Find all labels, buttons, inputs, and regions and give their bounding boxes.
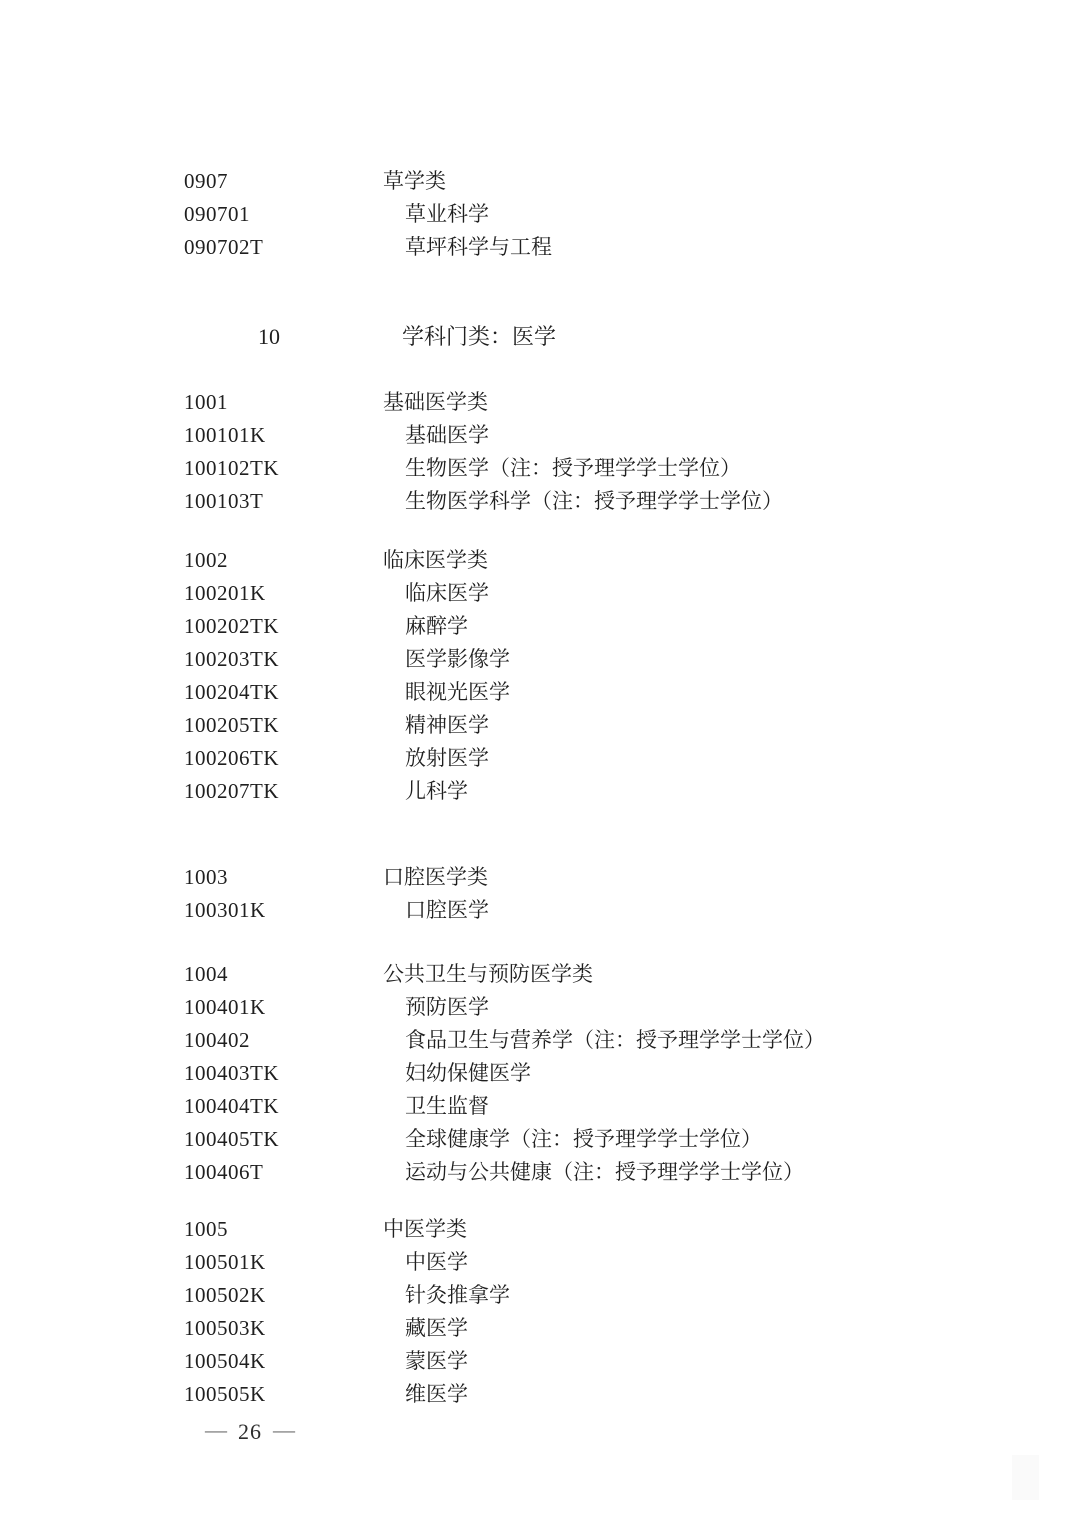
category-name: 临床医学类 — [383, 548, 488, 572]
major-code: 100503K — [184, 1316, 266, 1340]
category-name: 中医学类 — [383, 1217, 467, 1241]
section-public-health — [0, 958, 1080, 1189]
major-row — [0, 198, 1080, 231]
section-grass-science — [0, 165, 1080, 264]
major-row — [0, 1279, 1080, 1312]
category-code: 1003 — [184, 865, 228, 889]
major-name: 放射医学 — [405, 746, 489, 770]
category-name: 草学类 — [383, 169, 446, 193]
major-code: 100406T — [184, 1160, 264, 1184]
major-code: 100204TK — [184, 680, 279, 704]
category-code: 1004 — [184, 962, 228, 986]
major-row — [0, 419, 1080, 452]
major-name: 维医学 — [405, 1382, 468, 1406]
major-name: 基础医学 — [405, 423, 489, 447]
major-name: 全球健康学（注：授予理学学士学位） — [405, 1127, 762, 1151]
major-code: 100207TK — [184, 779, 279, 803]
category-code: 1005 — [184, 1217, 228, 1241]
chapter-title: 学科门类：医学 — [402, 324, 557, 349]
major-name: 妇幼保健医学 — [405, 1061, 531, 1085]
major-row — [0, 991, 1080, 1024]
major-code: 100504K — [184, 1349, 266, 1373]
major-code: 100501K — [184, 1250, 266, 1274]
category-code: 1002 — [184, 548, 228, 572]
major-name: 蒙医学 — [405, 1349, 468, 1373]
category-code: 1001 — [184, 390, 228, 414]
major-code: 100201K — [184, 581, 266, 605]
major-code: 100101K — [184, 423, 266, 447]
major-row — [0, 485, 1080, 518]
major-code: 100403TK — [184, 1061, 279, 1085]
major-row — [0, 894, 1080, 927]
major-row — [0, 1378, 1080, 1411]
major-name: 预防医学 — [405, 995, 489, 1019]
category-row — [0, 165, 1080, 198]
section-stomatology — [0, 861, 1080, 927]
footer-dash-right: — — [273, 1417, 295, 1442]
major-row — [0, 577, 1080, 610]
major-code: 100505K — [184, 1382, 266, 1406]
category-name: 口腔医学类 — [383, 865, 488, 889]
major-code: 090701 — [184, 202, 250, 226]
major-code: 100502K — [184, 1283, 266, 1307]
category-name: 基础医学类 — [383, 390, 488, 414]
major-code: 100203TK — [184, 647, 279, 671]
chapter-number: 10 — [258, 324, 280, 349]
page-footer — [0, 1417, 1080, 1447]
section-basic-medicine — [0, 386, 1080, 518]
major-code: 100401K — [184, 995, 266, 1019]
major-row — [0, 452, 1080, 485]
category-row — [0, 861, 1080, 894]
category-row — [0, 544, 1080, 577]
major-name: 食品卫生与营养学（注：授予理学学士学位） — [405, 1028, 825, 1052]
major-code: 100206TK — [184, 746, 279, 770]
category-code: 0907 — [184, 169, 228, 193]
major-row — [0, 610, 1080, 643]
major-code: 100202TK — [184, 614, 279, 638]
major-name: 藏医学 — [405, 1316, 468, 1340]
major-row — [0, 1156, 1080, 1189]
major-name: 草业科学 — [405, 202, 489, 226]
major-row — [0, 1090, 1080, 1123]
category-name: 公共卫生与预防医学类 — [383, 962, 593, 986]
section-clinical-medicine — [0, 544, 1080, 808]
major-row — [0, 1123, 1080, 1156]
scan-artifact — [1012, 1455, 1039, 1500]
category-row — [0, 1213, 1080, 1246]
major-row — [0, 742, 1080, 775]
major-code: 100102TK — [184, 456, 279, 480]
major-name: 草坪科学与工程 — [405, 235, 552, 259]
category-row — [0, 386, 1080, 419]
footer-dash-left: — — [205, 1417, 227, 1442]
major-name: 运动与公共健康（注：授予理学学士学位） — [405, 1160, 804, 1184]
major-row — [0, 775, 1080, 808]
major-row — [0, 1246, 1080, 1279]
major-code: 100402 — [184, 1028, 250, 1052]
major-row — [0, 643, 1080, 676]
section-traditional-chinese-medicine — [0, 1213, 1080, 1411]
major-row — [0, 709, 1080, 742]
major-name: 精神医学 — [405, 713, 489, 737]
major-name: 临床医学 — [405, 581, 489, 605]
major-name: 口腔医学 — [405, 898, 489, 922]
major-name: 卫生监督 — [405, 1094, 489, 1118]
major-row — [0, 676, 1080, 709]
major-name: 麻醉学 — [405, 614, 468, 638]
page-number: 26 — [238, 1419, 262, 1444]
major-name: 针灸推拿学 — [405, 1283, 510, 1307]
major-code: 090702T — [184, 235, 264, 259]
major-code: 100405TK — [184, 1127, 279, 1151]
chapter-heading — [0, 320, 1080, 354]
major-name: 生物医学科学（注：授予理学学士学位） — [405, 489, 783, 513]
major-row — [0, 1057, 1080, 1090]
major-name: 中医学 — [405, 1250, 468, 1274]
major-name: 生物医学（注：授予理学学士学位） — [405, 456, 741, 480]
category-row — [0, 958, 1080, 991]
major-code: 100404TK — [184, 1094, 279, 1118]
major-code: 100205TK — [184, 713, 279, 737]
major-name: 眼视光医学 — [405, 680, 510, 704]
major-code: 100103T — [184, 489, 264, 513]
major-row — [0, 1345, 1080, 1378]
major-name: 儿科学 — [405, 779, 468, 803]
major-row — [0, 1024, 1080, 1057]
major-row — [0, 231, 1080, 264]
major-code: 100301K — [184, 898, 266, 922]
major-name: 医学影像学 — [405, 647, 510, 671]
major-row — [0, 1312, 1080, 1345]
